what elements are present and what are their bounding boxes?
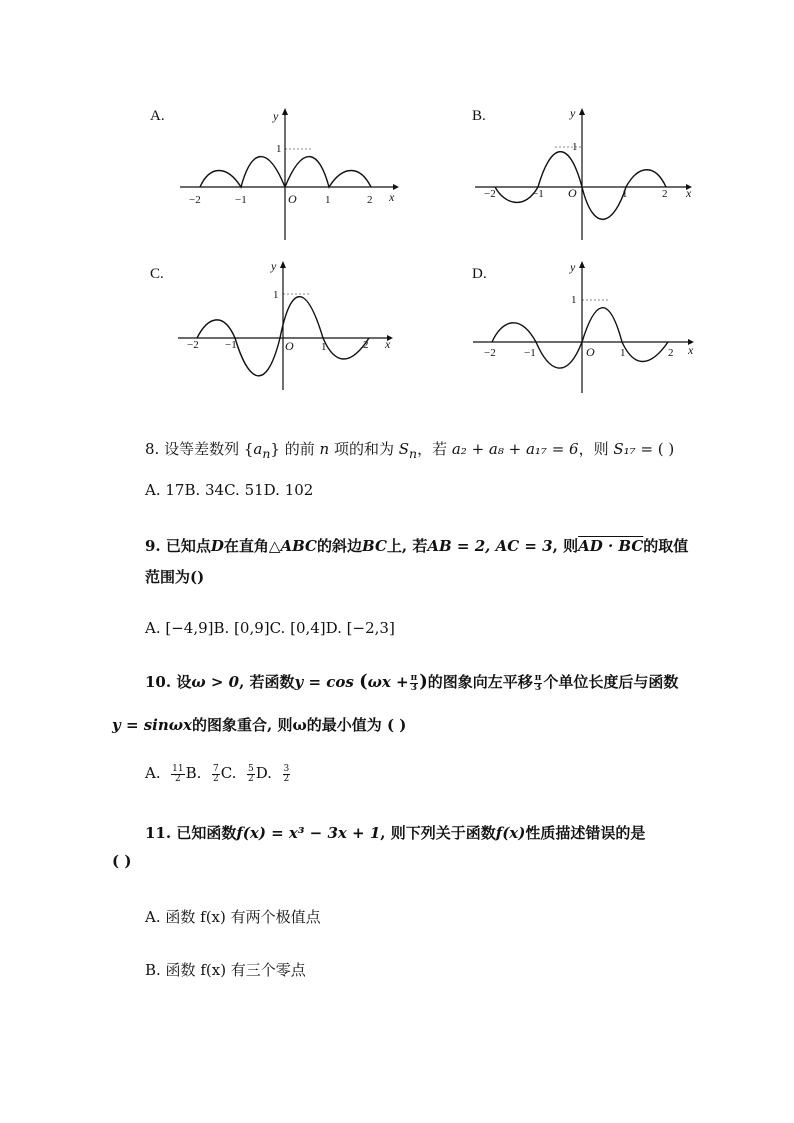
question-8: 8. 设等差数列 $\{a_n\}$ 的前 n 项的和为 $S_n$，若 a₂ + a₈ + a₁₇ = 6，则 S₁₇ = ( ) xyxy=(145,440,675,461)
graph-label-d[interactable]: D. xyxy=(472,266,487,282)
y-tick-1: 1 xyxy=(572,141,578,153)
x-tick-neg2: −2 xyxy=(187,339,199,351)
x-tick-neg1: −1 xyxy=(532,188,544,200)
y-axis-label: y xyxy=(271,259,277,273)
x-axis-label: x xyxy=(385,337,391,351)
x-tick-neg2: −2 xyxy=(484,188,496,200)
x-tick-1: 1 xyxy=(325,194,331,206)
x-axis-label: x xyxy=(389,190,395,204)
x-tick-1: 1 xyxy=(622,188,628,200)
graph-option-b xyxy=(470,105,695,245)
x-axis-label: x xyxy=(688,343,694,357)
question-11-line2: ( ) xyxy=(112,852,132,870)
x-tick-2: 2 xyxy=(363,339,369,351)
origin-label: O xyxy=(288,192,297,206)
x-tick-neg1: −1 xyxy=(225,339,237,351)
x-tick-2: 2 xyxy=(367,194,373,206)
question-10-options[interactable]: A. $\frac{11}{2}$ B. $\frac{7}{2}$ C. $\frac{5}{2}$ D. $\frac{3}{2}$ xyxy=(145,763,290,784)
graph-b-svg xyxy=(470,105,695,245)
curve-d xyxy=(492,308,668,368)
graph-d-svg xyxy=(470,258,700,398)
x-tick-neg1: −1 xyxy=(524,347,536,359)
y-axis-label: y xyxy=(570,106,576,120)
graph-option-c xyxy=(175,258,400,398)
origin-label: O xyxy=(285,339,294,353)
question-11-option-a[interactable]: A. 函数 f(x) 有两个极值点 xyxy=(145,908,321,926)
graph-a-svg xyxy=(175,105,400,245)
question-11: 11. 已知函数f(x) = x³ − 3x + 1, 则下列关于函数f(x)性质描述错误的是 xyxy=(145,824,646,842)
graph-option-a xyxy=(175,105,400,245)
x-tick-1: 1 xyxy=(321,341,327,353)
y-axis-arrow xyxy=(579,108,585,115)
x-tick-neg2: −2 xyxy=(189,194,201,206)
fraction-pi-3: $\frac{\pi}{3}$ xyxy=(410,672,418,693)
origin-label: O xyxy=(586,345,595,359)
option-a-fraction: $\frac{11}{2}$ xyxy=(172,763,184,784)
x-axis-label: x xyxy=(686,186,692,200)
y-axis-label: y xyxy=(570,260,576,274)
option-b-fraction: $\frac{7}{2}$ xyxy=(212,763,219,784)
option-d-fraction: $\frac{3}{2}$ xyxy=(283,763,290,784)
graph-label-b[interactable]: B. xyxy=(472,108,486,124)
question-9: 9. 已知点D在直角△ABC的斜边BC上, 若AB = 2, AC = 3, 则AD · BC的取值 xyxy=(145,537,689,555)
y-axis-label: y xyxy=(273,109,279,123)
x-tick-1: 1 xyxy=(620,347,626,359)
x-tick-neg1: −1 xyxy=(235,194,247,206)
origin-label: O xyxy=(568,186,577,200)
question-11-option-b[interactable]: B. 函数 f(x) 有三个零点 xyxy=(145,961,306,979)
question-10: 10. 设ω > 0, 若函数y = cos (ωx + $\frac{\pi}{3}$ )的图象向左平移 $\frac{\pi}{3}$ 个单位长度后与函数 xyxy=(145,671,679,693)
y-tick-1: 1 xyxy=(276,143,282,155)
y-axis-arrow xyxy=(579,261,585,268)
question-9-line2: 范围为() xyxy=(145,568,205,586)
y-tick-1: 1 xyxy=(273,289,279,301)
fraction-pi-3-shift: $\frac{\pi}{3}$ xyxy=(534,672,542,693)
option-c-fraction: $\frac{5}{2}$ xyxy=(247,763,254,784)
question-10-line2: y = sinωx的图象重合, 则ω的最小值为 ( ) xyxy=(112,716,407,734)
question-9-options[interactable]: A. [−4,9]B. [0,9]C. [0,4]D. [−2,3] xyxy=(145,619,395,637)
curve-b xyxy=(495,152,666,220)
x-tick-neg2: −2 xyxy=(484,347,496,359)
x-tick-2: 2 xyxy=(662,188,668,200)
graph-label-a[interactable]: A. xyxy=(150,108,165,124)
graph-c-svg xyxy=(175,258,400,398)
y-tick-1: 1 xyxy=(571,294,577,306)
y-axis-arrow xyxy=(280,261,286,268)
x-tick-2: 2 xyxy=(668,347,674,359)
graph-option-d xyxy=(470,258,700,398)
graph-label-c[interactable]: C. xyxy=(150,266,164,282)
question-8-options[interactable]: A. 17B. 34C. 51D. 102 xyxy=(145,481,314,499)
y-axis-arrow xyxy=(282,108,288,115)
